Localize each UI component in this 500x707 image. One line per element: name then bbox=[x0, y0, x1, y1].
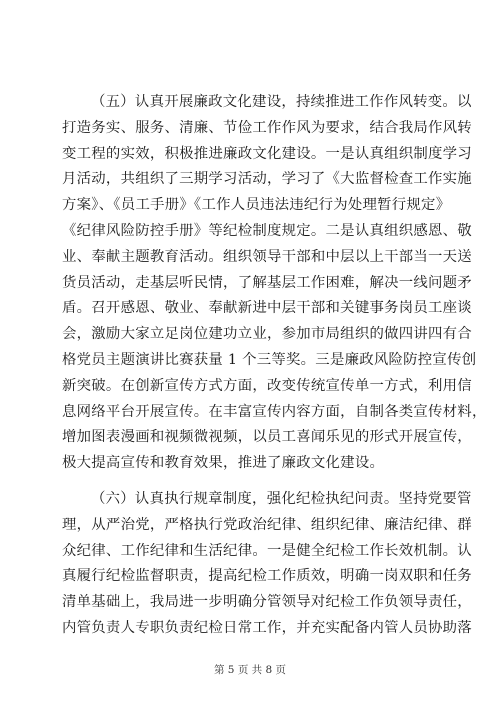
text-line: 《纪律风险防控手册》等纪检制度规定。二是认真组织感恩、敬 bbox=[62, 222, 472, 239]
text-line: 打造务实、服务、清廉、节俭工作作风为要求，结合我局作风转 bbox=[62, 119, 472, 136]
text-line: 业、奉献主题教育活动。组织领导干部和中层以上干部当一天送 bbox=[62, 248, 472, 265]
text-line: 真履行纪检监督职责，提高纪检工作质效，明确一岗双职和任务 bbox=[62, 568, 472, 585]
text-line: （五）认真开展廉政文化建设，持续推进工作作风转变。以 bbox=[91, 94, 472, 110]
paragraph-6 bbox=[62, 487, 472, 642]
text-line: 会，激励大家立足岗位建功立业，参加市局组织的做四讲四有合 bbox=[62, 326, 472, 343]
text-line: 息网络平台开展宣传。在丰富宣传内容方面，自制各类宣传材料， bbox=[62, 403, 487, 420]
text-line: 货员活动，走基层听民情，了解基层工作困难，解决一线问题矛 bbox=[62, 274, 472, 291]
text-line: 变工程的实效，积极推进廉政文化建设。一是认真组织制度学习 bbox=[62, 145, 472, 162]
paragraph-gap bbox=[62, 477, 440, 487]
text-line: （六）认真执行规章制度，强化纪检执纪问责。坚持党要管 bbox=[91, 490, 472, 507]
text-line: 方案》、《员工手册》《工作人员违法违纪行为处理暂行规定》 bbox=[62, 197, 451, 214]
paragraph-5 bbox=[62, 90, 487, 477]
text-line: 月活动，共组织了三期学习活动，学习了《大监督检查工作实施 bbox=[62, 171, 472, 188]
text-line: 内管负责人专职负责纪检日常工作，并充实配备内管人员协助落 bbox=[62, 619, 472, 636]
text-line: 众纪律、工作纪律和生活纪律。一是健全纪检工作长效机制。认 bbox=[62, 542, 472, 559]
text-line: 清单基础上，我局进一步明确分管领导对纪检工作负领导责任， bbox=[62, 594, 472, 611]
text-line: 格党员主题演讲比赛获量 1 个三等奖。三是廉政风险防控宣传创 bbox=[62, 351, 477, 368]
page-footer: 第 5 页 共 8 页 bbox=[213, 664, 287, 676]
text-line: 极大提高宣传和教育效果，推进了廉政文化建设。 bbox=[62, 455, 385, 472]
text-line: 增加图表漫画和视频微视频，以员工喜闻乐见的形式开展宣传， bbox=[62, 429, 472, 446]
text-line: 理，从严治党，严格执行党政治纪律、组织纪律、廉洁纪律、群 bbox=[62, 516, 472, 533]
text-line: 新突破。在创新宣传方式方面，改变传统宣传单一方式，利用信 bbox=[62, 377, 472, 394]
text-line: 盾。召开感恩、敬业、奉献新进中层干部和关键事务岗员工座谈 bbox=[62, 300, 472, 317]
document-body bbox=[62, 90, 487, 642]
